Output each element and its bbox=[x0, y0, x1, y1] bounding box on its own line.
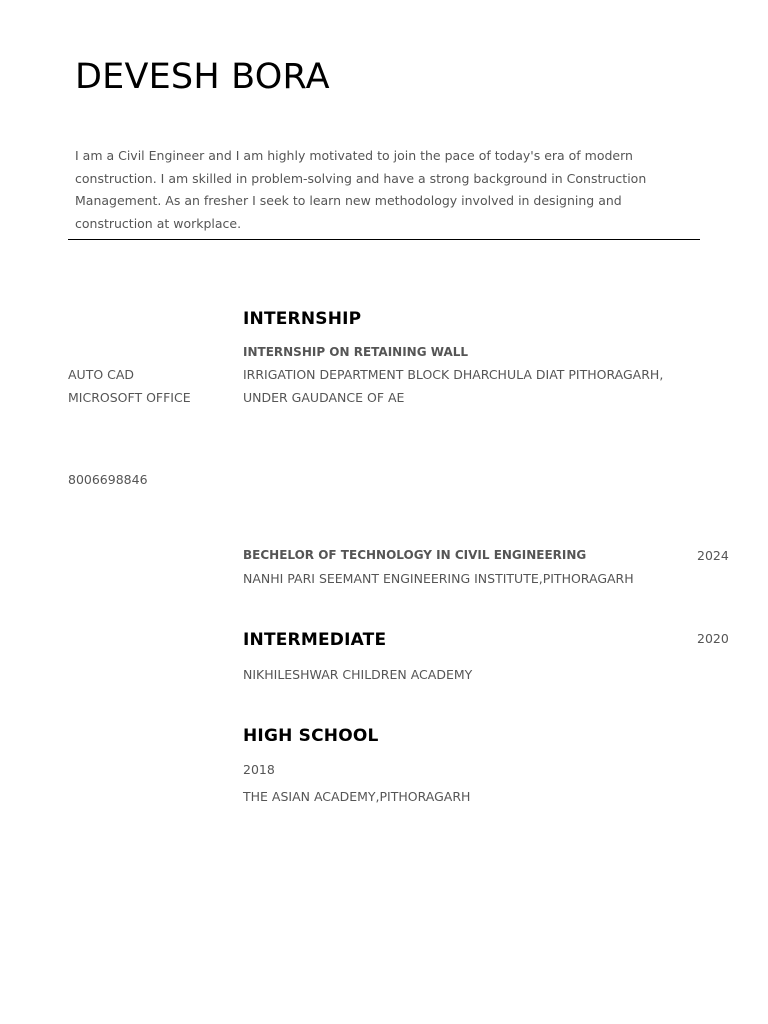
high-school-institute: THE ASIAN ACADEMY,PITHORAGARH bbox=[243, 789, 471, 804]
btech-title: BECHELOR OF TECHNOLOGY IN CIVIL ENGINEERING bbox=[243, 548, 587, 562]
phone-number: 8006698846 bbox=[68, 472, 148, 487]
btech-year: 2024 bbox=[697, 548, 729, 563]
internship-title: INTERNSHIP ON RETAINING WALL bbox=[243, 345, 469, 359]
high-school-year: 2018 bbox=[243, 762, 275, 777]
skill-item: MICROSOFT OFFICE bbox=[68, 390, 191, 405]
btech-institute: NANHI PARI SEEMANT ENGINEERING INSTITUTE,PITHORAGARH bbox=[243, 571, 634, 586]
internship-detail-line: IRRIGATION DEPARTMENT BLOCK DHARCHULA DIAT PITHORAGARH, bbox=[243, 367, 664, 382]
resume-summary: I am a Civil Engineer and I am highly motivated to join the pace of today's era of modern construction. I am skilled in problem-solving and have a strong background in Construction Management. As an fresher I seek to learn new methodology involved in designing and construction at workplace. bbox=[75, 148, 647, 231]
high-school-heading: HIGH SCHOOL bbox=[243, 726, 379, 746]
internship-detail-line: UNDER GAUDANCE OF AE bbox=[243, 390, 405, 405]
intermediate-institute: NIKHILESHWAR CHILDREN ACADEMY bbox=[243, 667, 473, 682]
internship-heading: INTERNSHIP bbox=[243, 309, 362, 329]
intermediate-heading: INTERMEDIATE bbox=[243, 630, 387, 650]
intermediate-year: 2020 bbox=[697, 631, 729, 646]
resume-name: DEVESH BORA bbox=[75, 57, 330, 97]
header-divider bbox=[68, 239, 700, 240]
skill-item: AUTO CAD bbox=[68, 367, 135, 382]
